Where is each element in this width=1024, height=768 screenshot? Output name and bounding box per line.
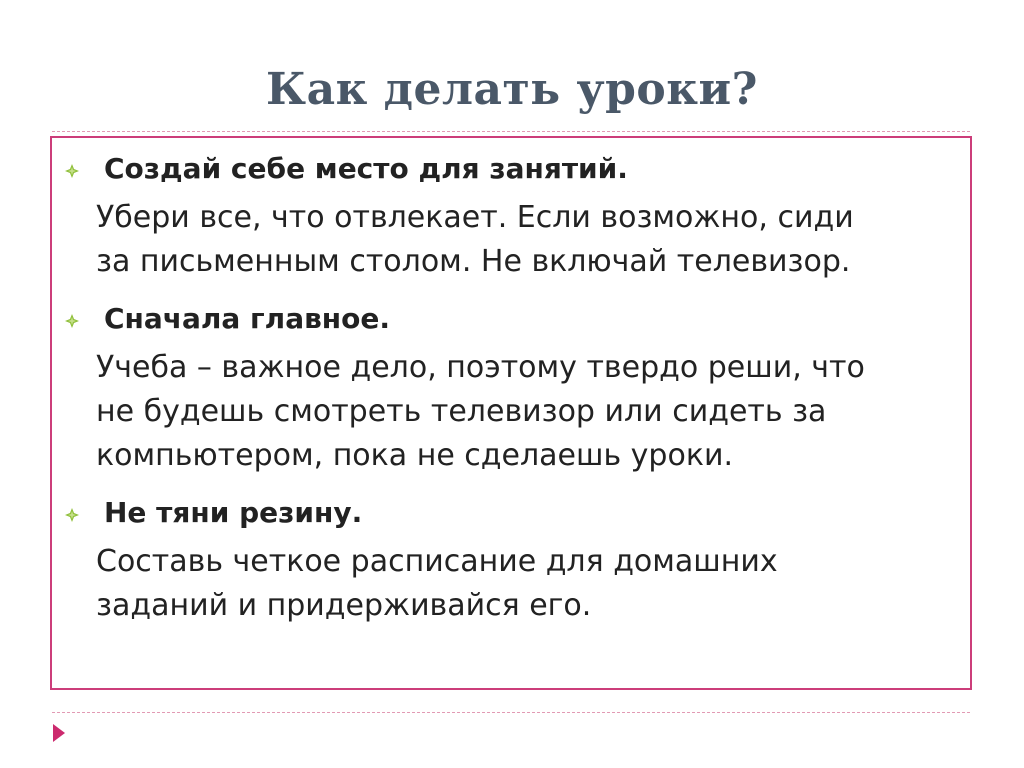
section-heading: Не тяни резину. bbox=[104, 496, 363, 529]
diamond-bullet-icon bbox=[64, 163, 80, 179]
body-line: Составь четкое расписание для домашних bbox=[96, 544, 778, 579]
diamond-bullet-icon bbox=[64, 313, 80, 329]
slide-title: Как делать уроки? bbox=[266, 64, 758, 115]
section-priorities bbox=[52, 298, 970, 478]
body-line: Учеба – важное дело, поэтому твердо реши, что bbox=[96, 350, 865, 385]
section-no-delay bbox=[52, 492, 970, 628]
body-line: за письменным столом. Не включай телевизор. bbox=[96, 244, 851, 279]
section-body bbox=[96, 196, 946, 284]
section-heading: Создай себе место для занятий. bbox=[104, 152, 628, 185]
section-body bbox=[96, 540, 946, 628]
body-line: заданий и придерживайся его. bbox=[96, 588, 592, 623]
body-line: Убери все, что отвлекает. Если возможно, сиди bbox=[96, 200, 854, 235]
section-heading: Сначала главное. bbox=[104, 302, 391, 335]
content-box bbox=[50, 136, 972, 690]
diamond-bullet-icon bbox=[64, 507, 80, 523]
section-workspace bbox=[52, 148, 970, 284]
play-arrow-icon[interactable] bbox=[53, 724, 65, 742]
section-body bbox=[96, 346, 946, 478]
bottom-divider bbox=[52, 712, 970, 713]
body-line: компьютером, пока не сделаешь уроки. bbox=[96, 438, 733, 473]
top-divider bbox=[52, 131, 970, 132]
body-line: не будешь смотреть телевизор или сидеть за bbox=[96, 394, 827, 429]
